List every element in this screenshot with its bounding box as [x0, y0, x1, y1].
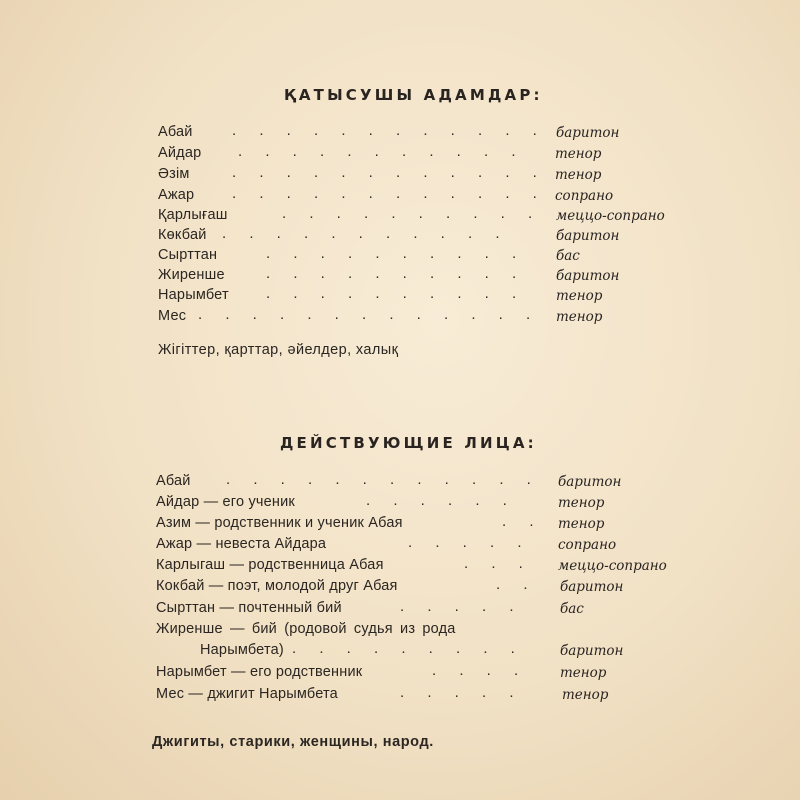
cast-row [0, 247, 800, 267]
cast-row [0, 187, 800, 207]
voice-type: тенор [555, 146, 602, 162]
cast-row [0, 267, 800, 287]
cast-row [0, 227, 800, 247]
voice-type: тенор [556, 288, 603, 304]
cast-row [0, 515, 800, 535]
role-name: Сырттан — почтенный бий [156, 600, 342, 616]
cast-row [0, 207, 800, 227]
leader-dots: . . . [464, 555, 533, 572]
leader-dots: . . [496, 576, 538, 593]
leader-dots: . . . . . . . . . [292, 640, 525, 657]
role-name: Жиренше — бий (родовой судья из рода [156, 621, 456, 637]
voice-type: баритон [560, 579, 624, 595]
role-name: Әзім [158, 166, 190, 182]
voice-type: тенор [556, 309, 603, 325]
cast-row [0, 621, 800, 641]
cast-row [0, 600, 800, 620]
cast-row [0, 166, 800, 186]
leader-dots: . . . . . [408, 534, 532, 551]
leader-dots: . . . . . [400, 598, 524, 615]
role-name: Кокбай — поэт, молодой друг Абая [156, 578, 398, 594]
leader-dots: . . . . . . . . . . [282, 205, 542, 222]
leader-dots: . . . . . . . . . . . . [232, 164, 547, 181]
voice-type: тенор [558, 516, 605, 532]
voice-type: тенор [558, 495, 605, 511]
leader-dots: . . . . . . . . . . . . [226, 471, 541, 488]
voice-type: меццо-сопрано [558, 558, 667, 574]
voice-type: тенор [555, 167, 602, 183]
role-name: Айдар — его ученик [156, 494, 295, 510]
leader-dots: . . . . . . . . . . [266, 285, 526, 302]
voice-type: баритон [556, 228, 620, 244]
role-name: Нарымбета) [200, 642, 284, 658]
cast-row [0, 287, 800, 307]
cast-row [0, 642, 800, 662]
voice-type: баритон [560, 643, 624, 659]
cast-row [0, 145, 800, 165]
voice-type: баритон [556, 268, 620, 284]
voice-type: тенор [562, 687, 609, 703]
role-name: Ажар — невеста Айдара [156, 536, 327, 552]
leader-dots: . . . . [432, 662, 528, 679]
voice-type: бас [560, 601, 584, 617]
leader-dots: . . . . . . . . . . . . [232, 122, 547, 139]
cast-row [0, 494, 800, 514]
voice-type: меццо-сопрано [556, 208, 665, 224]
role-name: Көкбай [158, 227, 207, 243]
voice-type: баритон [558, 474, 622, 490]
chorus-note-kazakh: Жігіттер, қарттар, әйелдер, халық [158, 342, 399, 358]
role-name: Мес [158, 308, 187, 324]
voice-type: сопрано [558, 537, 617, 553]
voice-type: сопрано [555, 188, 614, 204]
voice-type: баритон [556, 125, 620, 141]
role-name: Мес — джигит Нарымбета [156, 686, 338, 702]
cast-row [0, 557, 800, 577]
role-name: Жиренше [158, 267, 225, 283]
role-name: Қарлығаш [158, 207, 228, 223]
role-name: Абай [156, 473, 191, 489]
cast-row [0, 308, 800, 328]
cast-row [0, 536, 800, 556]
role-name: Нарымбет — его родственник [156, 664, 363, 680]
section-heading-russian: ДЕЙСТВУЮЩИЕ ЛИЦА: [280, 434, 537, 452]
leader-dots: . . . . . . . . . . . [238, 143, 526, 160]
leader-dots: . . . . . . . . . . . . [232, 185, 547, 202]
leader-dots: . . [502, 513, 544, 530]
leader-dots: . . . . . . . . . . . [222, 225, 510, 242]
role-name: Азим — родственник и ученик Абая [156, 515, 403, 531]
leader-dots: . . . . . [400, 684, 524, 701]
role-name: Нарымбет [158, 287, 229, 303]
role-name: Карлыгаш — родственница Абая [156, 557, 384, 573]
leader-dots: . . . . . . . . . . . . . [198, 306, 540, 323]
cast-row [0, 124, 800, 144]
chorus-note-russian: Джигиты, старики, женщины, народ. [152, 734, 434, 750]
leader-dots: . . . . . . [366, 492, 517, 509]
cast-row [0, 664, 800, 684]
section-heading-kazakh: ҚАТЫСУШЫ АДАМДАР: [284, 86, 543, 104]
cast-row [0, 686, 800, 706]
leader-dots: . . . . . . . . . . [266, 245, 526, 262]
voice-type: бас [556, 248, 580, 264]
role-name: Абай [158, 124, 193, 140]
cast-row [0, 473, 800, 493]
voice-type: тенор [560, 665, 607, 681]
cast-row [0, 578, 800, 598]
leader-dots: . . . . . . . . . . [266, 265, 526, 282]
role-name: Айдар [158, 145, 202, 161]
role-name: Ажар [158, 187, 195, 203]
role-name: Сырттан [158, 247, 218, 263]
